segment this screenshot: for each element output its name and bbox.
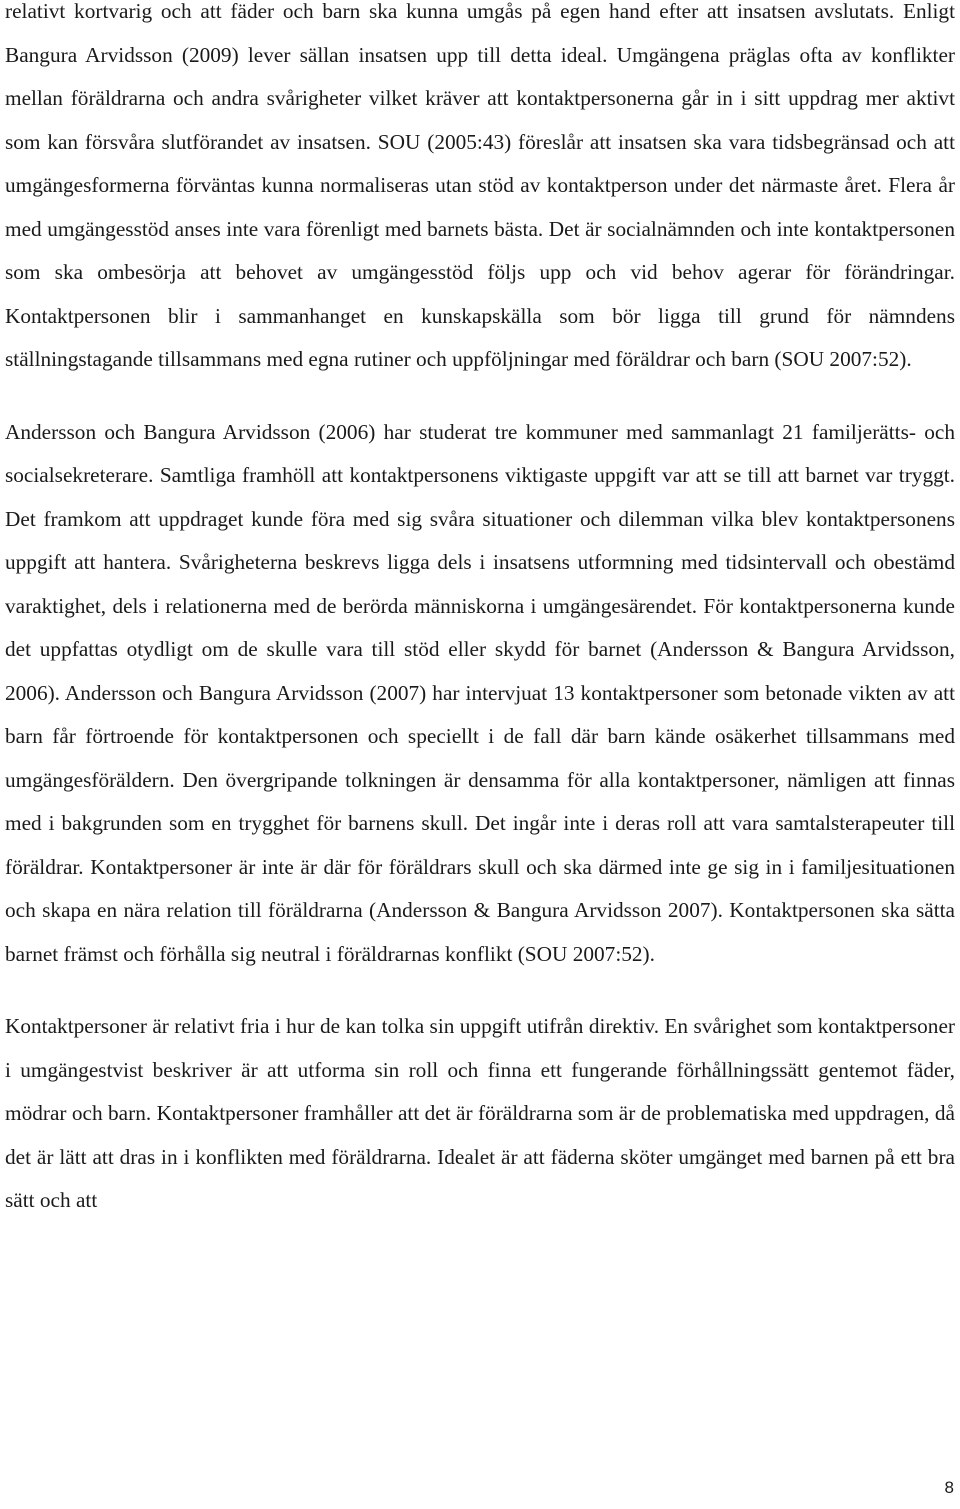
page-number: 8 [944,1478,954,1497]
paragraph-1: relativt kortvarig och att fäder och barn ska kunna umgås på egen hand efter att insatsen avslutats. Enligt Bangura Arvidsson (2009) lever sällan insatsen upp till detta ideal. Umgängena präglas ofta av konflikter mellan föräldrarna och andra svårigheter vilket kräver att kontaktpersonerna går in i sitt uppdrag mer aktivt som kan försvåra slutförandet av insatsen. SOU (2005:43) föreslår att insatsen ska vara tidsbegränsad och att umgängesformerna förväntas kunna normaliseras utan stöd av kontaktperson under det närmaste året. Flera år med umgängesstöd anses inte vara förenligt med barnets bästa. Det är socialnämnden och inte kontaktpersonen som ska ombesörja att behovet av umgängesstöd följs upp och vid behov agerar för förändringar. Kontaktpersonen blir i sammanhanget en kunskapskälla som bör ligga till grund för nämndens ställningstagande tillsammans med egna rutiner och uppföljningar med föräldrar och barn (SOU 2007:52). [5,0,955,371]
paragraph-2: Andersson och Bangura Arvidsson (2006) har studerat tre kommuner med sammanlagt 21 familjerätts- och socialsekreterare. Samtliga framhöll att kontaktpersonens viktigaste uppgift var att se till att barnet var tryggt. Det framkom att uppdraget kunde föra med sig svåra situationer och dilemman vilka blev kontaktpersonens uppgift att hantera. Svårigheterna beskrevs ligga dels i insatsens utformning med tidsintervall och obestämd varaktighet, dels i relationerna med de berörda människorna i umgängesärendet. För kontaktpersonerna kunde det uppfattas otydligt om de skulle vara till stöd eller skydd för barnet (Andersson & Bangura Arvidsson, 2006). Andersson och Bangura Arvidsson (2007) har intervjuat 13 kontaktpersoner som betonade vikten av att barn får förtroende för kontaktpersonen och speciellt i de fall där barn kände osäkerhet tillsammans med umgängesföräldern. Den övergripande tolkningen är densamma för alla kontaktpersoner, nämligen att finnas med i bakgrunden som en trygghet för barnens skull. Det ingår inte i deras roll att vara samtalsterapeuter till föräldrar. Kontaktpersoner är inte är där för föräldrars skull och ska därmed inte ge sig in i familjesituationen och skapa en nära relation till föräldrarna (Andersson & Bangura Arvidsson 2007). Kontaktpersonen ska sätta barnet främst och förhålla sig neutral i föräldrarnas konflikt (SOU 2007:52). [5,419,955,966]
paragraph-3: Kontaktpersoner är relativt fria i hur de kan tolka sin uppgift utifrån direktiv. En svårighet som kontaktpersoner i umgängestvist beskriver är att utforma sin roll och finna ett fungerande förhållningssätt gentemot fäder, mödrar och barn. Kontaktpersoner framhåller att det är föräldrarna som är de problematiska med uppdragen, då det är lätt att dras in i konflikten med föräldrarna. Idealet är att fäderna sköter umgänget med barnen på ett bra sätt och att [5,1014,955,1212]
document-page [5,0,955,1223]
